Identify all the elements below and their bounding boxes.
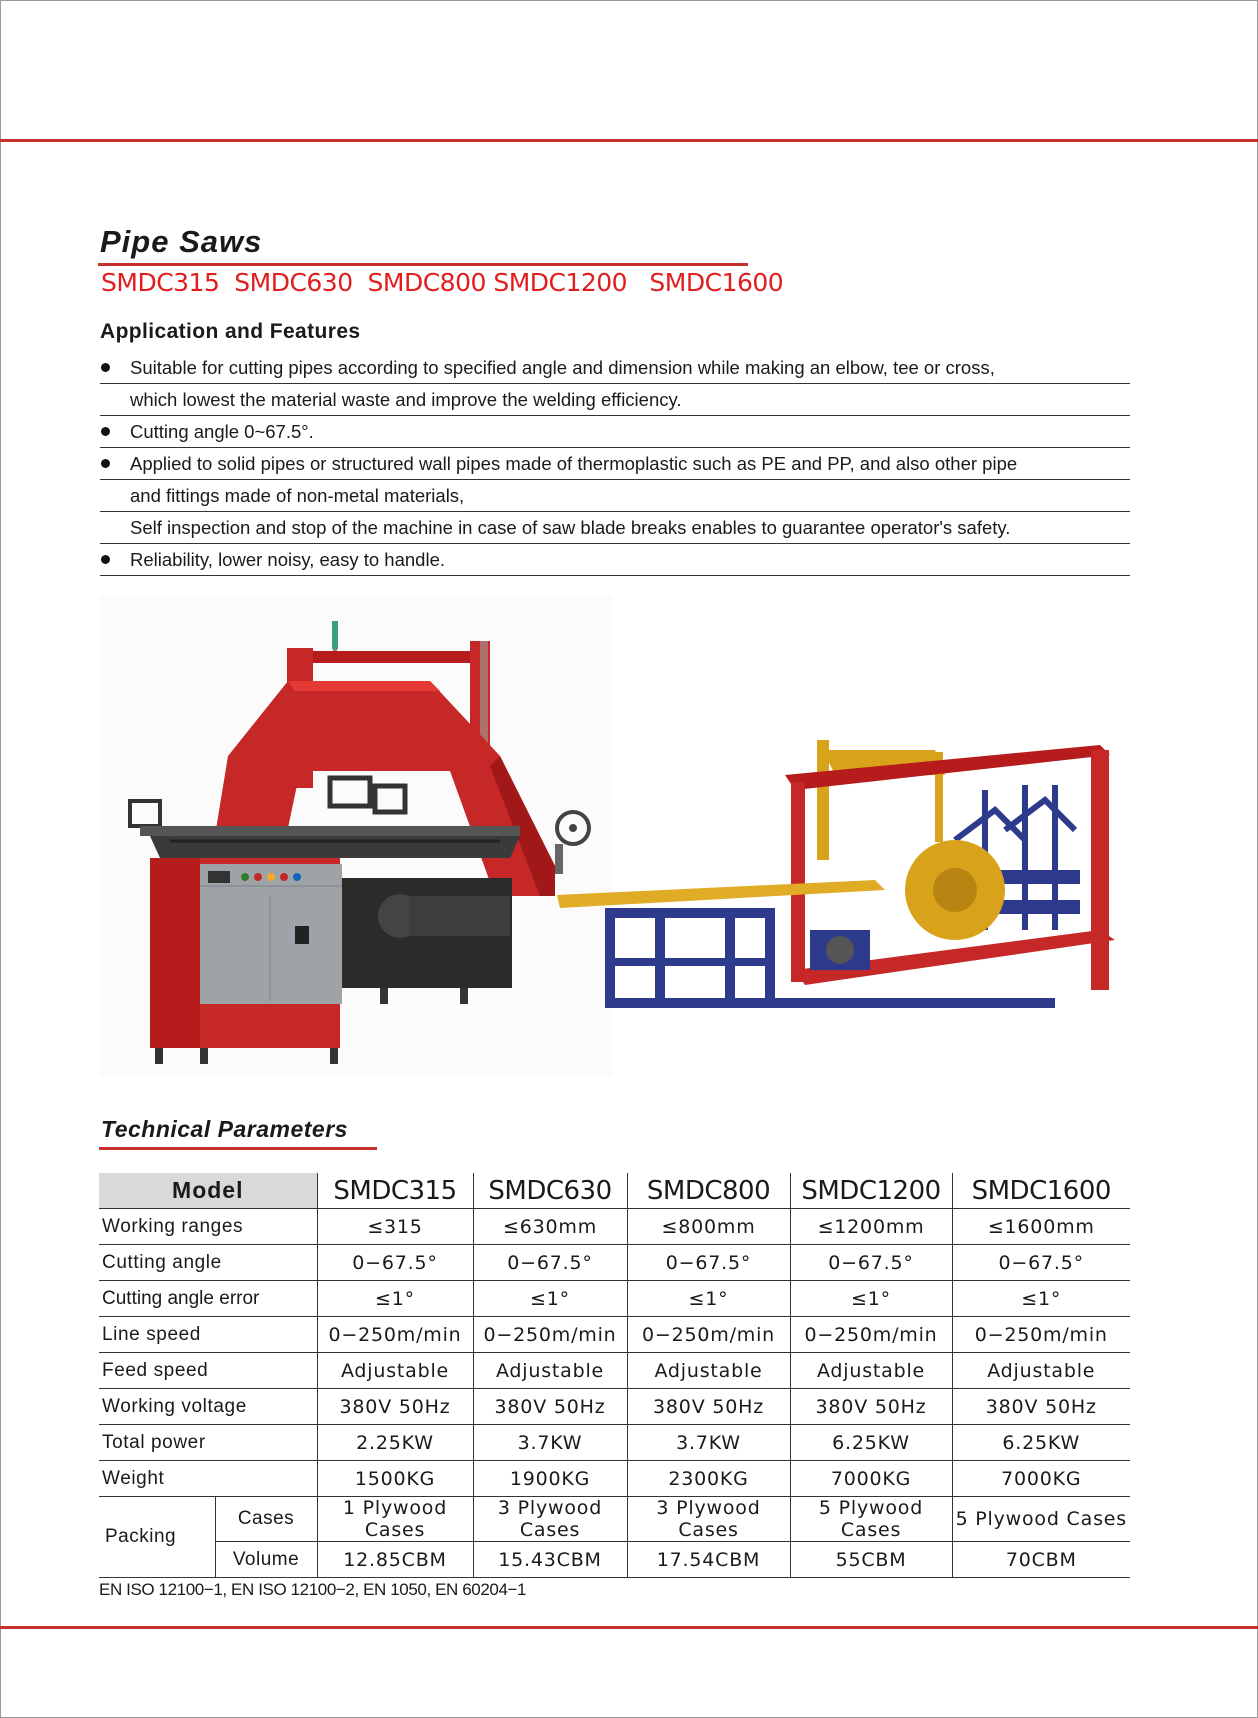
table-row: [99, 1425, 1130, 1461]
feature-text: and fittings made of non-metal materials,: [130, 485, 465, 506]
title-underline: [98, 263, 748, 266]
table-cell: 3.7KW: [627, 1425, 790, 1461]
volume-label: Volume: [215, 1542, 317, 1578]
model-header-cell: SMDC1600: [952, 1173, 1130, 1209]
feature-line: [100, 544, 1130, 576]
features-list: [100, 352, 1130, 576]
table-cell: 0−250m/min: [317, 1317, 473, 1353]
table-cell: 70CBM: [952, 1542, 1130, 1578]
technical-parameters-underline: [99, 1147, 377, 1150]
model-list: SMDC315 SMDC630 SMDC800 SMDC1200 SMDC1600: [101, 268, 784, 297]
table-header-row: [99, 1173, 1130, 1209]
table-cell: ≤1200mm: [790, 1209, 952, 1245]
table-cell: 380V 50Hz: [627, 1389, 790, 1425]
table-cell: Adjustable: [952, 1353, 1130, 1389]
table-cell: 380V 50Hz: [952, 1389, 1130, 1425]
standards-note: EN ISO 12100−1, EN ISO 12100−2, EN 1050, EN 60204−1: [99, 1580, 527, 1599]
feature-line: [100, 480, 1130, 512]
feature-line: [100, 416, 1130, 448]
table-cell: Adjustable: [317, 1353, 473, 1389]
model-header-cell: SMDC315: [317, 1173, 473, 1209]
table-cell: [952, 1497, 1130, 1542]
bullet-icon: [101, 459, 110, 468]
table-cell: ≤1°: [952, 1281, 1130, 1317]
frame-saw-machine-image: [555, 730, 1135, 1030]
page-title: Pipe Saws: [100, 224, 263, 259]
model-header-cell: SMDC630: [473, 1173, 627, 1209]
cases-value: 3 Plywood Cases: [656, 1497, 761, 1541]
cases-value: 5 Plywood Cases: [955, 1508, 1127, 1530]
table-row: [99, 1389, 1130, 1425]
technical-parameters-heading: Technical Parameters: [101, 1116, 348, 1142]
table-cell: 6.25KW: [952, 1425, 1130, 1461]
table-cell: ≤1°: [473, 1281, 627, 1317]
row-label: Cutting angle: [99, 1245, 317, 1281]
spec-table: [99, 1173, 1130, 1578]
packing-label: Packing: [99, 1497, 215, 1578]
table-row: [99, 1353, 1130, 1389]
table-row: [99, 1497, 1130, 1542]
row-label: Total power: [99, 1425, 317, 1461]
row-label: Working ranges: [99, 1209, 317, 1245]
model-header-cell: SMDC800: [627, 1173, 790, 1209]
table-cell: 1900KG: [473, 1461, 627, 1497]
table-cell: 0−67.5°: [627, 1245, 790, 1281]
table-row: [99, 1461, 1130, 1497]
table-row: [99, 1317, 1130, 1353]
feature-text: Self inspection and stop of the machine in case of saw blade breaks enables to guarantee operator's safety.: [130, 517, 1011, 538]
table-cell: 0−250m/min: [790, 1317, 952, 1353]
table-cell: ≤1°: [790, 1281, 952, 1317]
feature-line: [100, 448, 1130, 480]
table-cell: 1500KG: [317, 1461, 473, 1497]
table-cell: [473, 1497, 627, 1542]
table-cell: 380V 50Hz: [317, 1389, 473, 1425]
feature-text: Reliability, lower noisy, easy to handle.: [130, 549, 445, 570]
feature-line: [100, 512, 1130, 544]
table-cell: ≤1600mm: [952, 1209, 1130, 1245]
table-cell: 12.85CBM: [317, 1542, 473, 1578]
band-saw-machine-image: [100, 596, 612, 1076]
table-cell: 0−250m/min: [473, 1317, 627, 1353]
row-label: Line speed: [99, 1317, 317, 1353]
table-cell: 0−250m/min: [952, 1317, 1130, 1353]
table-cell: [790, 1497, 952, 1542]
row-label: Working voltage: [99, 1389, 317, 1425]
feature-line: [100, 352, 1130, 384]
table-cell: 380V 50Hz: [790, 1389, 952, 1425]
table-cell: 0−250m/min: [627, 1317, 790, 1353]
table-cell: 2.25KW: [317, 1425, 473, 1461]
table-cell: 7000KG: [952, 1461, 1130, 1497]
table-cell: Adjustable: [790, 1353, 952, 1389]
table-cell: 17.54CBM: [627, 1542, 790, 1578]
table-cell: ≤315: [317, 1209, 473, 1245]
table-cell: 6.25KW: [790, 1425, 952, 1461]
table-cell: 0−67.5°: [473, 1245, 627, 1281]
cases-value: 3 Plywood Cases: [497, 1497, 603, 1541]
table-cell: Adjustable: [627, 1353, 790, 1389]
table-row: [99, 1281, 1130, 1317]
table-cell: 380V 50Hz: [473, 1389, 627, 1425]
table-cell: [627, 1497, 790, 1542]
top-red-rule: [0, 139, 1258, 142]
feature-text: Applied to solid pipes or structured wall pipes made of thermoplastic such as PE and PP, and also other pipe: [130, 453, 1018, 474]
row-label: Weight: [99, 1461, 317, 1497]
feature-text: Cutting angle 0~67.5°.: [130, 421, 314, 442]
bullet-icon: [101, 427, 110, 436]
table-row: [99, 1209, 1130, 1245]
table-cell: 0−67.5°: [952, 1245, 1130, 1281]
table-cell: ≤1°: [317, 1281, 473, 1317]
cases-value: 5 Plywood Cases: [818, 1497, 924, 1541]
bullet-icon: [101, 363, 110, 372]
table-cell: ≤630mm: [473, 1209, 627, 1245]
table-row: [99, 1542, 1130, 1578]
row-label: Feed speed: [99, 1353, 317, 1389]
table-cell: ≤800mm: [627, 1209, 790, 1245]
table-cell: 15.43CBM: [473, 1542, 627, 1578]
table-row: [99, 1245, 1130, 1281]
table-cell: [317, 1497, 473, 1542]
feature-text: which lowest the material waste and improve the welding efficiency.: [130, 389, 682, 410]
feature-line: [100, 384, 1130, 416]
cases-label: Cases: [215, 1497, 317, 1542]
feature-text: Suitable for cutting pipes according to specified angle and dimension while making an elbow, tee or cross,: [130, 357, 995, 378]
table-cell: 7000KG: [790, 1461, 952, 1497]
table-cell: 0−67.5°: [317, 1245, 473, 1281]
table-cell: 2300KG: [627, 1461, 790, 1497]
features-heading: Application and Features: [100, 320, 361, 343]
table-cell: 3.7KW: [473, 1425, 627, 1461]
bottom-red-rule: [0, 1626, 1258, 1629]
cases-value: 1 Plywood Cases: [342, 1497, 448, 1541]
table-cell: 0−67.5°: [790, 1245, 952, 1281]
bullet-icon: [101, 555, 110, 564]
table-cell: ≤1°: [627, 1281, 790, 1317]
row-label: Cutting angle error: [99, 1281, 317, 1317]
model-header: Model: [99, 1173, 317, 1209]
model-header-cell: SMDC1200: [790, 1173, 952, 1209]
table-cell: Adjustable: [473, 1353, 627, 1389]
table-cell: 55CBM: [790, 1542, 952, 1578]
